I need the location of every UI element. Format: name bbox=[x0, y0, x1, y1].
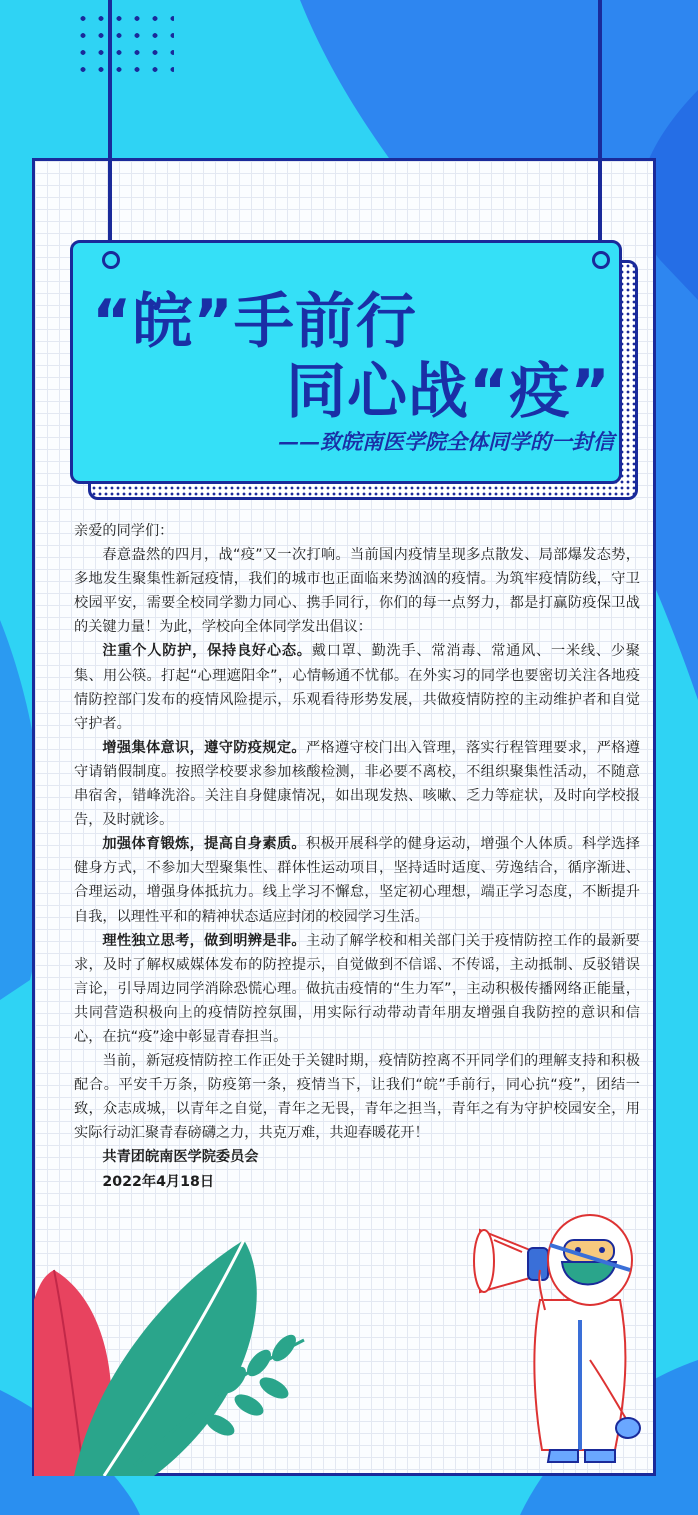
letter-greeting: 亲爱的同学们： bbox=[74, 523, 174, 539]
page-subtitle: ——致皖南医学院全体同学的一封信 bbox=[278, 429, 614, 454]
letter-closing: 当前，新冠疫情防控工作正处于关键时期，疫情防控离不开同学们的理解支持和积极配合。平安千万条，防疫第一条，疫情当下，让我们“皖”手前行，同心抗“疫”，团结一致，众志成城，以青年之自觉，青年之无畏，青年之担当，青年之有为守护校园安全，用实际行动汇聚青春磅礴之力，共克万难，共迎春暖花开！ bbox=[74, 1053, 640, 1142]
hanging-strap-left bbox=[108, 0, 112, 256]
letter-intro: 春意盎然的四月，战“疫”又一次打响。当前国内疫情呈现多点散发、局部爆发态势，多地发生聚集性新冠疫情，我们的城市也正面临来势汹汹的疫情。为筑牢疫情防线，守卫校园平安，需要全校同学勠力同心、携手同行，你们的每一点努力，都是打赢防疫保卫战的关键力量！为此，学校向全体同学发出倡议： bbox=[74, 547, 640, 636]
letter-item-text: 严格遵守校门出入管理，落实行程管理要求，严格遵守请销假制度。按照学校要求参加核酸检测，非必要不离校，不组织聚集性活动，不随意串宿舍，错峰洗浴。关注自身健康情况，如出现发热、咳嗽、乏力等症状，及时向学校报告，及时就诊。 bbox=[74, 739, 640, 829]
letter-item-text: 主动了解学校和相关部门关于疫情防控工作的最新要求，及时了解权威媒体发布的防控提示，自觉做到不信谣、不传谣，主动抵制、反驳错误言论，引导周边同学消除恐慌心理。做抗击疫情的“生力军”，主动积极传播网络正能量，共同营造积极向上的疫情防控氛围，用实际行动带动青年朋友增强自我防控的意识和信心，在抗“疫”途中彰显青春担当。 bbox=[74, 932, 640, 1045]
page-title-line1: “皖”手前行 bbox=[92, 287, 417, 357]
hanging-strap-right bbox=[598, 0, 602, 256]
letter-item bbox=[74, 832, 640, 928]
letter-item-heading: 注重个人防护，保持良好心态。 bbox=[102, 643, 312, 660]
letter-item bbox=[74, 736, 640, 832]
letter-item-text: 积极开展科学的健身运动，增强个人体质。科学选择健身方式，不参加大型聚集性、群体性运动项目，坚持适时适度、劳逸结合，循序渐进、合理运动，增强身体抵抗力。线上学习不懈怠，坚定初心理想，端正学习态度，不断提升自我，以理性平和的精神状态适应封闭的校园学习生活。 bbox=[74, 836, 640, 925]
letter-signature: 共青团皖南医学院委员会 bbox=[102, 1149, 259, 1166]
megaphone-icon bbox=[474, 1230, 548, 1292]
letter-item bbox=[74, 929, 640, 1049]
letter-item bbox=[74, 639, 640, 735]
page-title-line2: 同心战“疫” bbox=[286, 357, 611, 427]
letter-item-heading: 加强体育锻炼，提高自身素质。 bbox=[102, 836, 306, 853]
letter-item-heading: 理性独立思考，做到明辨是非。 bbox=[102, 932, 306, 949]
dot-pattern bbox=[74, 10, 174, 82]
letter-item-heading: 增强集体意识，遵守防疫规定。 bbox=[102, 739, 306, 756]
leaf-decoration bbox=[34, 1230, 314, 1476]
ring-left bbox=[102, 251, 120, 269]
ring-right bbox=[592, 251, 610, 269]
medical-worker-illustration bbox=[470, 1200, 650, 1470]
letter-date: 2022年4月18日 bbox=[102, 1173, 215, 1190]
letter-body bbox=[74, 519, 640, 1194]
letter-item-text: 戴口罩、勤洗手、常消毒、常通风、一米线、少聚集、用公筷。打起“心理遮阳伞”，心情畅通不忧郁。在外实习的同学也要密切关注各地疫情防控部门发布的疫情风险提示，乐观看待形势发展，共做疫情防控的主动维护者和自觉守护者。 bbox=[74, 643, 640, 732]
